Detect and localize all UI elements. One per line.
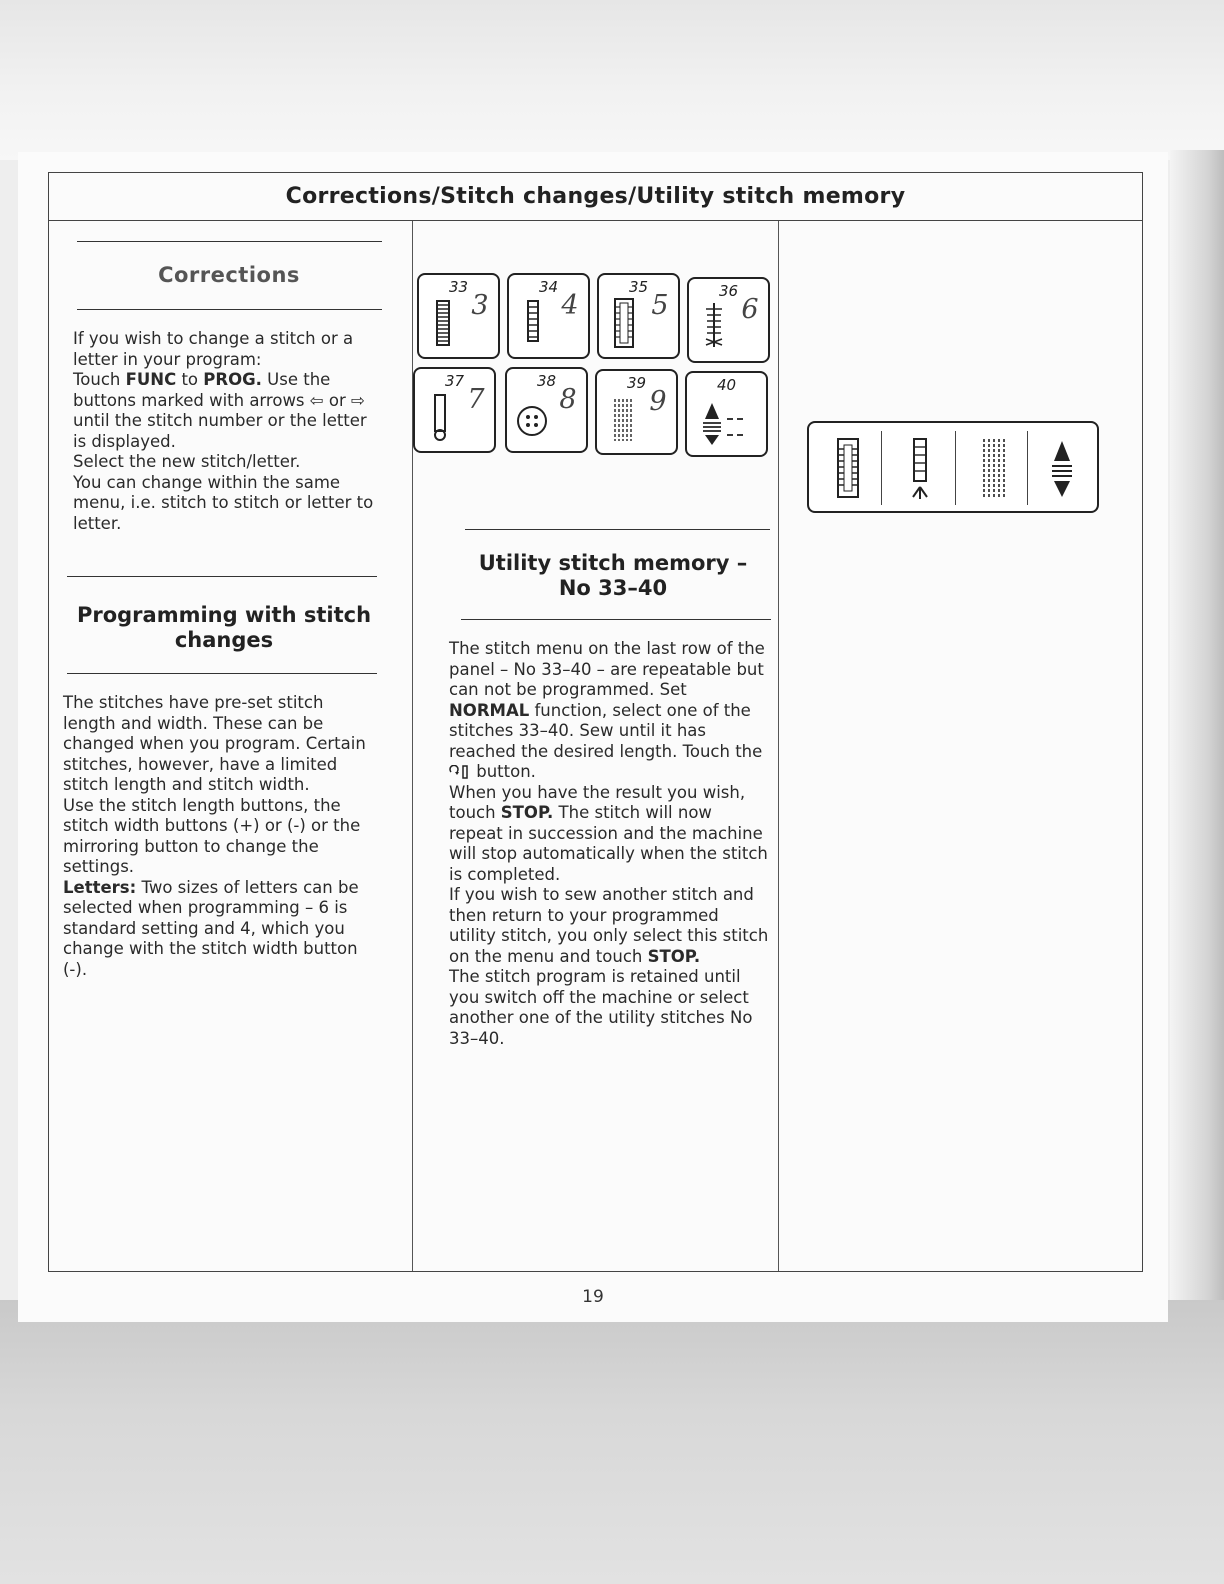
panel-slot (959, 433, 1029, 503)
text-span: to (176, 370, 204, 389)
darning-icon (605, 391, 639, 447)
panel-separator (955, 431, 956, 505)
programming-text (63, 693, 381, 980)
divider (77, 309, 382, 310)
scan-shadow-bottom (0, 1300, 1224, 1584)
stitch-number: 39 (626, 374, 647, 392)
text-span: If you wish to sew another stitch and then return to your programmed utility stitch, you only select this stitch on the menu and touch (449, 885, 769, 966)
panel-separator (881, 431, 882, 505)
stitch-number: 37 (444, 372, 465, 390)
prog-label: PROG. (203, 370, 262, 389)
eyelet-icon (885, 433, 955, 503)
stitch-digit: 7 (467, 384, 485, 415)
letters-label: Letters: (63, 877, 137, 897)
divider (67, 673, 377, 674)
bartack-icon (517, 295, 551, 351)
divider (67, 576, 377, 577)
stitch-tile-34 (507, 273, 590, 359)
buttonhole-icon (813, 433, 883, 503)
corrections-paragraph (73, 370, 385, 452)
stitch-tile-35 (597, 273, 680, 359)
func-label: FUNC (125, 370, 177, 389)
column-panel-illustration (779, 221, 1142, 1271)
page-frame (48, 172, 1143, 1272)
stitch-digit: 9 (649, 386, 667, 417)
scan-shadow-top (0, 0, 1224, 160)
text-span: When you have the result you wish, touch (449, 782, 746, 822)
stitch-number: 38 (536, 372, 557, 390)
text-span: Touch (73, 370, 126, 389)
corrections-heading: Corrections (158, 263, 300, 287)
darning-icon (959, 433, 1029, 503)
panel-slot (885, 433, 955, 503)
programming-heading: Programming with stitch changes (76, 603, 372, 652)
stitch-tile-36 (687, 277, 770, 363)
stop-label: STOP. (500, 803, 554, 822)
repeat-button-icon (449, 764, 471, 778)
stop-label: STOP. (647, 946, 701, 966)
memory-text (449, 639, 769, 1049)
stitch-number: 36 (718, 282, 739, 300)
corrections-paragraph: If you wish to change a stitch or a letter in your program: (73, 329, 354, 369)
divider (461, 619, 771, 620)
stitch-tile-39 (595, 369, 678, 455)
stitch-digit: 8 (559, 384, 577, 415)
divider (77, 241, 382, 242)
straight-stitch-icon (427, 295, 461, 351)
corrections-paragraph: You can change within the same menu, i.e. stitch to stitch or letter to letter. (73, 472, 374, 533)
stitch-number: 35 (628, 278, 649, 296)
programming-paragraph: The stitches have pre-set stitch length and width. These can be changed when you program. Certain stitches, however, have a limited stitch length and stitch width. (63, 693, 366, 794)
stitch-number: 34 (538, 278, 559, 296)
memory-paragraph (449, 885, 769, 967)
stitch-digit: 5 (651, 290, 669, 321)
text-span: The stitch will now repeat in succession and the machine will stop automatically when the stitch is completed. (449, 803, 768, 884)
stitch-number: 33 (448, 278, 469, 296)
stitch-tile-37 (413, 367, 496, 453)
corrections-text (73, 329, 385, 534)
panel-slot (813, 433, 883, 503)
text-span: function, select one of the stitches 33–40. Sew until it has reached the desired length. Touch the (449, 700, 763, 761)
corrections-paragraph: Select the new stitch/letter. (73, 452, 301, 471)
programming-paragraph (63, 878, 381, 981)
normal-label: NORMAL (449, 700, 530, 720)
utility-stitch-panel (807, 421, 1099, 513)
memory-paragraph (449, 639, 769, 783)
manual-page (18, 152, 1168, 1322)
text-span: The stitch menu on the last row of the panel – No 33–40 – are repeatable but can not be programmed. Set (449, 639, 765, 699)
stitch-digit: 6 (741, 294, 759, 325)
scan-shadow-right (1170, 150, 1224, 1310)
text-span: Use the buttons marked with arrows ⇦ or ⇨ until the stitch number or the letter is displayed. (73, 370, 367, 451)
memory-heading-line1: Utility stitch memory – (478, 551, 748, 575)
memory-heading (453, 551, 773, 601)
stitch-tile-40 (685, 371, 768, 457)
stitch-tile-38 (505, 367, 588, 453)
tapering-icon (1027, 433, 1097, 503)
column-corrections (49, 221, 413, 1271)
stitch-number: 40 (716, 376, 737, 394)
memory-paragraph (449, 783, 769, 886)
memory-paragraph: The stitch program is retained until you switch off the machine or select another one of the utility stitches No 33–40. (449, 967, 753, 1048)
divider (465, 529, 770, 530)
column-utility-memory (413, 221, 779, 1271)
page-title: Corrections/Stitch changes/Utility stitch memory (49, 173, 1142, 221)
eyelet-icon (423, 389, 457, 445)
tapering-icon (695, 393, 755, 449)
stitch-digit: 3 (471, 290, 489, 321)
text-span: button. (471, 762, 536, 781)
stitch-digit: 4 (561, 290, 579, 321)
panel-slot (1027, 433, 1097, 503)
keyhole-buttonhole-icon (697, 299, 731, 355)
text-span: Two sizes of letters can be selected when programming – 6 is standard setting and 4, which you change with the stitch width button (-). (63, 877, 359, 979)
memory-heading-line2: No 33–40 (558, 576, 668, 600)
page-number: 19 (582, 1287, 604, 1307)
stitch-tile-33 (417, 273, 500, 359)
programming-paragraph: Use the stitch length buttons, the stitch width buttons (+) or (-) or the mirroring button to change the settings. (63, 795, 361, 876)
buttonhole-icon (607, 295, 641, 351)
button-sew-icon (515, 389, 549, 445)
